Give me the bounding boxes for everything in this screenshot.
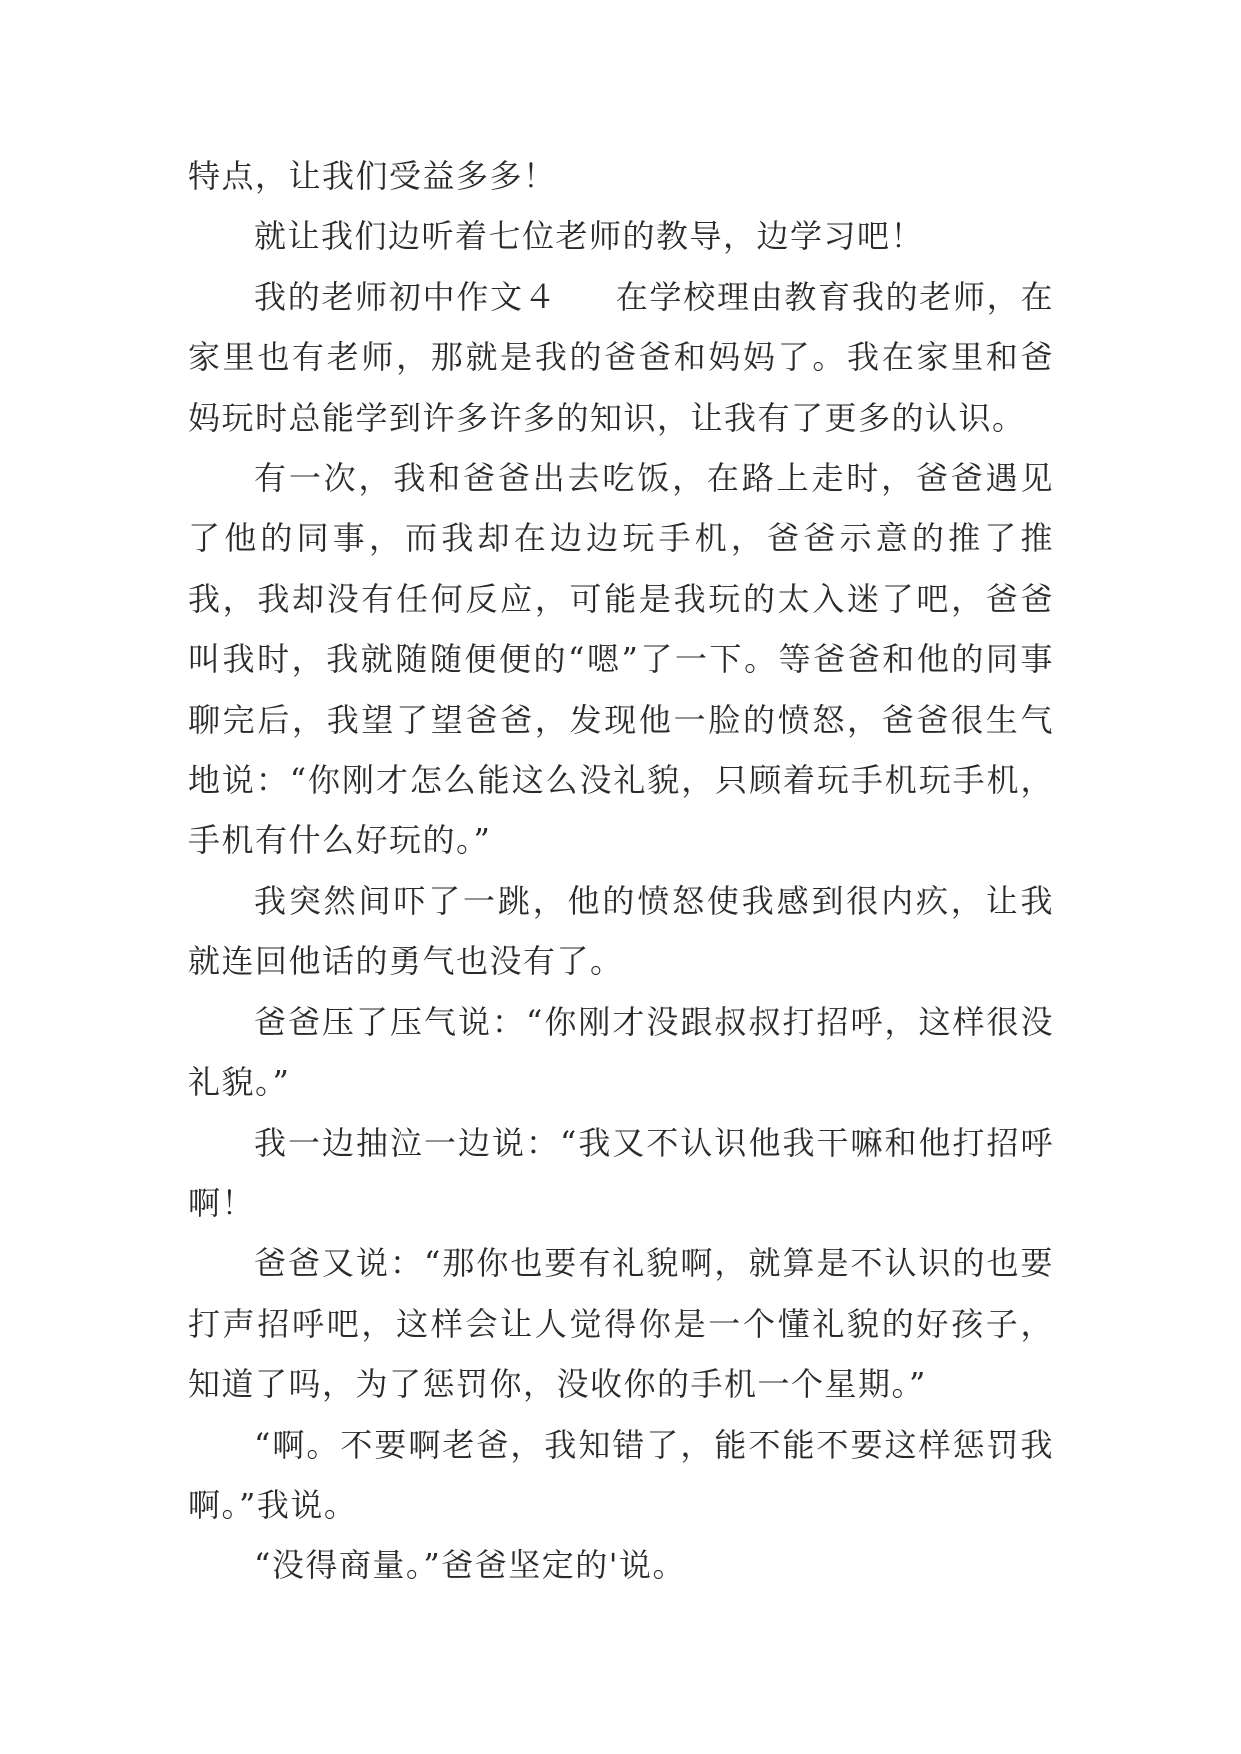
paragraph-2: 就让我们边听着七位老师的教导，边学习吧！ xyxy=(254,217,925,256)
paragraph-4: 有一次，我和爸爸出去吃饭，在路上走时，爸爸遇见了他的同事，而我却在边边玩手机，爸爸示意的推了推我，我却没有任何反应，可能是我玩的太入迷了吧，爸爸叫我时，我就随随便便的“嗯”了一下。等爸爸和他的同事聊完后，我望了望爸爸，发现他一脸的愤怒，爸爸很生气地说：“你刚才怎么能这么没礼貌，只顾着玩手机玩手机，手机有什么好玩的。” xyxy=(188,459,1054,860)
paragraph-10: “没得商量。”爸爸坚定的'说。 xyxy=(254,1546,687,1585)
paragraph-1: 特点，让我们受益多多！ xyxy=(188,157,557,195)
document-body xyxy=(188,146,1054,1596)
paragraph-8: 爸爸又说：“那你也要有礼貌啊，就算是不认识的也要打声招呼吧，这样会让人觉得你是一个懂礼貌的好孩子，知道了吗，为了惩罚你，没收你的手机一个星期。” xyxy=(188,1244,1054,1404)
paragraph-3 xyxy=(188,267,1054,448)
paragraph-6: 爸爸压了压气说：“你刚才没跟叔叔打招呼，这样很没礼貌。” xyxy=(188,1002,1054,1102)
paragraph-7: 我一边抽泣一边说：“我又不认识他我干嘛和他打招呼啊！ xyxy=(188,1123,1054,1222)
paragraph-3-text: 在学校理由教育我的老师，在家里也有老师，那就是我的爸爸和妈妈了。我在家里和爸妈玩时总能学到许多许多的知识，让我有了更多的认识。 xyxy=(188,277,1054,437)
paragraph-5: 我突然间吓了一跳，他的愤怒使我感到很内疚，让我就连回他话的勇气也没有了。 xyxy=(188,881,1054,981)
paragraph-9: “啊。不要啊老爸，我知错了，能不能不要这样惩罚我啊。”我说。 xyxy=(188,1425,1054,1524)
essay-heading: 我的老师初中作文４ xyxy=(254,277,558,316)
